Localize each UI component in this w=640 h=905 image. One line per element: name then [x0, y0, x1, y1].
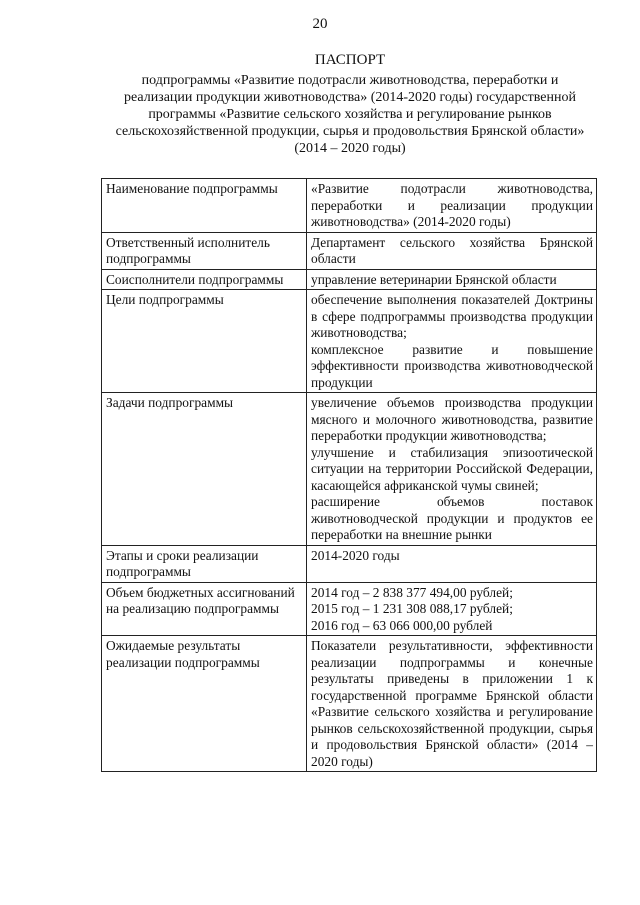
- subtitle-line: сельскохозяйственной продукции, сырья и продовольствия Брянской области»: [115, 124, 585, 139]
- passport-table: [101, 178, 597, 772]
- value-paragraph: Департамент сельского хозяйства Брянской области: [311, 234, 593, 266]
- value-paragraph: 2014 год – 2 838 377 494,00 рублей;: [311, 584, 513, 600]
- subtitle-line: программы «Развитие сельского хозяйства и регулирование рынков: [148, 107, 552, 122]
- row-value: [307, 269, 597, 290]
- subtitle-line: (2014 – 2020 годы): [294, 141, 406, 156]
- value-paragraph: улучшение и стабилизация эпизоотической ситуации на территории Российской Федерации, касающейся африканской чумы свиней;: [311, 444, 593, 493]
- table-row: [102, 232, 597, 269]
- row-value: [307, 179, 597, 233]
- row-label: Объем бюджетных ассигнований на реализацию подпрограммы: [102, 582, 307, 636]
- row-label: Ответственный исполнитель подпрограммы: [102, 232, 307, 269]
- value-paragraph: Показатели результативности, эффективности реализации подпрограммы и конечные результаты приведены в приложении 1 к государственной программе Брянской области «Развитие сельского хозяйства и регулирование рынков сельскохозяйственной продукции, сырья и продовольствия Брянской области» (2014 – 2020 годы): [311, 638, 593, 769]
- value-paragraph: увеличение объемов производства продукции мясного и молочного животноводства, развитие переработки продукции животноводства;: [311, 395, 593, 443]
- value-paragraph: расширение объемов поставок животноводческой продукции и продуктов ее переработки на внешние рынки: [311, 494, 593, 542]
- row-value: [307, 290, 597, 393]
- row-label: Этапы и сроки реализации подпрограммы: [102, 545, 307, 582]
- row-value: [307, 545, 597, 582]
- value-paragraph: комплексное развитие и повышение эффективности производства животноводческой продукции: [311, 341, 593, 390]
- subtitle-line: подпрограммы «Развитие подотрасли животноводства, переработки и: [141, 73, 559, 88]
- subtitle-line: реализации продукции животноводства» (2014-2020 годы) государственной: [123, 90, 576, 105]
- row-label: Соисполнители подпрограммы: [102, 269, 307, 290]
- table-row: [102, 179, 597, 233]
- row-label: Наименование подпрограммы: [102, 179, 307, 233]
- row-label: Ожидаемые результаты реализации подпрограммы: [102, 636, 307, 772]
- row-value: [307, 232, 597, 269]
- table-row: [102, 393, 597, 546]
- table-row: [102, 545, 597, 582]
- table-row: [102, 269, 597, 290]
- value-paragraph: «Развитие подотрасли животноводства, переработки и реализации продукции животноводства» (2014-2020 годы): [311, 181, 593, 229]
- value-paragraph: 2016 год – 63 066 000,00 рублей: [311, 617, 493, 633]
- value-paragraph: управление ветеринарии Брянской области: [311, 271, 557, 287]
- document-heading: [60, 52, 640, 157]
- row-label: Цели подпрограммы: [102, 290, 307, 393]
- row-label: Задачи подпрограммы: [102, 393, 307, 546]
- value-paragraph: 2015 год – 1 231 308 088,17 рублей;: [311, 601, 513, 616]
- table-row: [102, 636, 597, 772]
- table-row: [102, 582, 597, 636]
- row-value: [307, 636, 597, 772]
- value-paragraph: обеспечение выполнения показателей Доктрины в сфере подпрограммы производства продукции животноводства;: [311, 292, 593, 340]
- page-number: 20: [312, 16, 328, 32]
- table-row: [102, 290, 597, 393]
- value-paragraph: 2014-2020 годы: [311, 547, 400, 563]
- row-value: [307, 393, 597, 546]
- document-title: ПАСПОРТ: [314, 52, 386, 68]
- row-value: [307, 582, 597, 636]
